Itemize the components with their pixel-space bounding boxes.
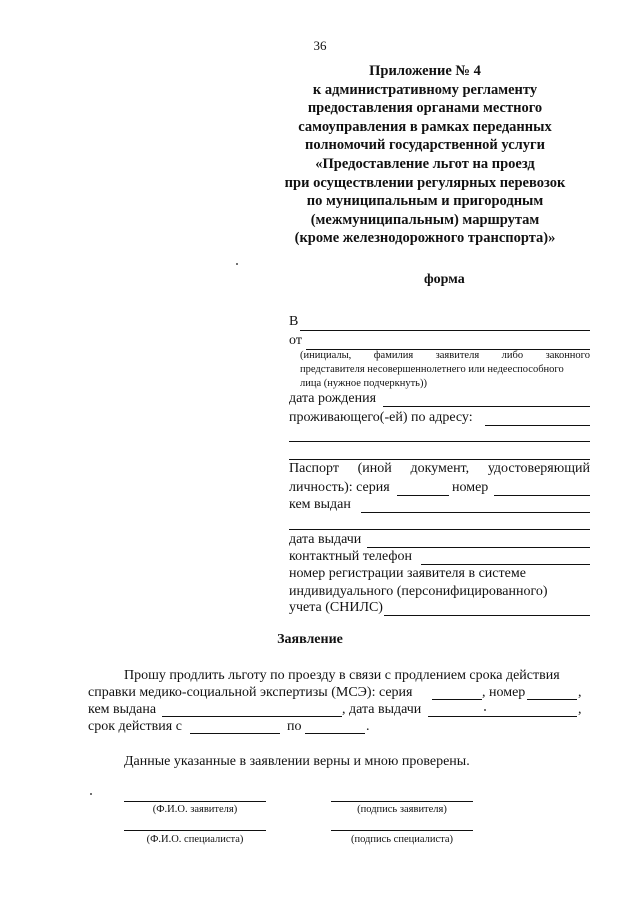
confirmation-text: Данные указанные в заявлении верны и мною проверены. xyxy=(124,754,470,769)
scan-speck xyxy=(236,263,238,265)
header-line: (кроме железнодорожного транспорта)» xyxy=(294,230,556,247)
specialist-signature-field-line[interactable] xyxy=(331,830,473,831)
page-number: 36 xyxy=(313,38,327,53)
certificate-issued-by-field-line[interactable] xyxy=(162,716,342,717)
passport-number-field-line[interactable] xyxy=(494,495,590,496)
header-line: по муниципальным и пригородным xyxy=(306,193,544,210)
snils-label-line1: номер регистрации заявителя в системе xyxy=(289,566,526,581)
issued-by-field-line[interactable] xyxy=(361,512,590,513)
phone-field-line[interactable] xyxy=(421,564,590,565)
specialist-name-caption: (Ф.И.О. специалиста) xyxy=(146,834,244,845)
to-prefix: В xyxy=(289,314,299,329)
statement-line2-label: справки медико-социальной экспертизы (МСЭ): серия xyxy=(88,685,413,700)
birth-date-field-line[interactable] xyxy=(383,406,590,407)
specialist-name-field-line[interactable] xyxy=(124,830,266,831)
issued-by-label: кем выдан xyxy=(289,497,351,512)
header-line: «Предоставление льгот на проезд xyxy=(315,155,535,172)
issue-date-label: дата выдачи xyxy=(289,532,362,547)
header-line: полномочий государственной услуги xyxy=(305,137,545,154)
statement-issued-by-label: кем выдана xyxy=(88,702,157,717)
statement-comma-2: , xyxy=(578,702,582,717)
certificate-number-field-line[interactable] xyxy=(527,699,577,700)
specialist-signature-caption: (подпись специалиста) xyxy=(350,834,454,845)
form-label: форма xyxy=(424,272,465,287)
statement-validity-label: срок действия с xyxy=(88,719,182,734)
statement-issue-date-label: , дата выдачи xyxy=(342,702,422,717)
statement-number-label: , номер xyxy=(482,685,526,700)
issued-by-field-line-2[interactable] xyxy=(289,529,590,530)
applicant-signature-caption: (подпись заявителя) xyxy=(357,804,447,815)
passport-series-field-line[interactable] xyxy=(397,495,449,496)
statement-line1: Прошу продлить льготу по проезду в связи с продлением срока действия xyxy=(124,668,560,683)
issue-date-field-line[interactable] xyxy=(367,547,590,548)
certificate-series-field-line[interactable] xyxy=(432,699,482,700)
scan-speck xyxy=(90,793,92,795)
validity-to-field-line[interactable] xyxy=(305,733,365,734)
address-field-line[interactable] xyxy=(485,425,590,426)
statement-title: Заявление xyxy=(277,632,343,647)
address-field-line-2[interactable] xyxy=(289,441,590,442)
passport-number-label: номер xyxy=(452,480,489,495)
applicant-signature-field-line[interactable] xyxy=(331,801,473,802)
phone-label: контактный телефон xyxy=(289,549,412,564)
snils-label-line2: индивидуального (персонифицированного) xyxy=(289,584,548,599)
address-field-line-3[interactable] xyxy=(289,459,590,460)
scan-speck xyxy=(484,709,486,711)
certificate-issue-date-field-line[interactable] xyxy=(428,716,577,717)
header-line: самоуправления в рамках переданных xyxy=(298,118,552,135)
statement-comma: , xyxy=(578,685,582,700)
from-prefix: от xyxy=(289,333,302,348)
header-line: Приложение № 4 xyxy=(369,63,481,79)
validity-from-field-line[interactable] xyxy=(190,733,280,734)
to-field-line[interactable] xyxy=(300,330,590,331)
header-line: (межмуниципальным) маршрутам xyxy=(310,211,540,228)
statement-until-label: по xyxy=(287,719,302,734)
header-line: к административному регламенту xyxy=(312,81,538,98)
header-line: предоставления органами местного xyxy=(307,100,543,117)
snils-field-line[interactable] xyxy=(384,615,590,616)
applicant-hint-line3: лица (нужное подчеркнуть)) xyxy=(300,378,427,389)
birth-date-label: дата рождения xyxy=(289,391,377,406)
applicant-name-caption: (Ф.И.О. заявителя) xyxy=(152,804,238,815)
statement-period: . xyxy=(366,719,370,734)
document-header xyxy=(0,62,640,248)
header-line: при осуществлении регулярных перевозок xyxy=(284,174,566,191)
applicant-name-field-line[interactable] xyxy=(124,801,266,802)
snils-label-line3: учета (СНИЛС) xyxy=(289,600,383,615)
applicant-hint-line2: представителя несовершеннолетнего или недееспособного xyxy=(300,364,564,375)
address-label: проживающего(-ей) по адресу: xyxy=(289,410,473,425)
passport-line1: Паспорт (иной документ, удостоверяющий xyxy=(289,461,590,476)
applicant-hint-line1: (инициалы, фамилия заявителя либо законного xyxy=(300,350,590,361)
passport-series-label: личность): серия xyxy=(289,480,390,495)
